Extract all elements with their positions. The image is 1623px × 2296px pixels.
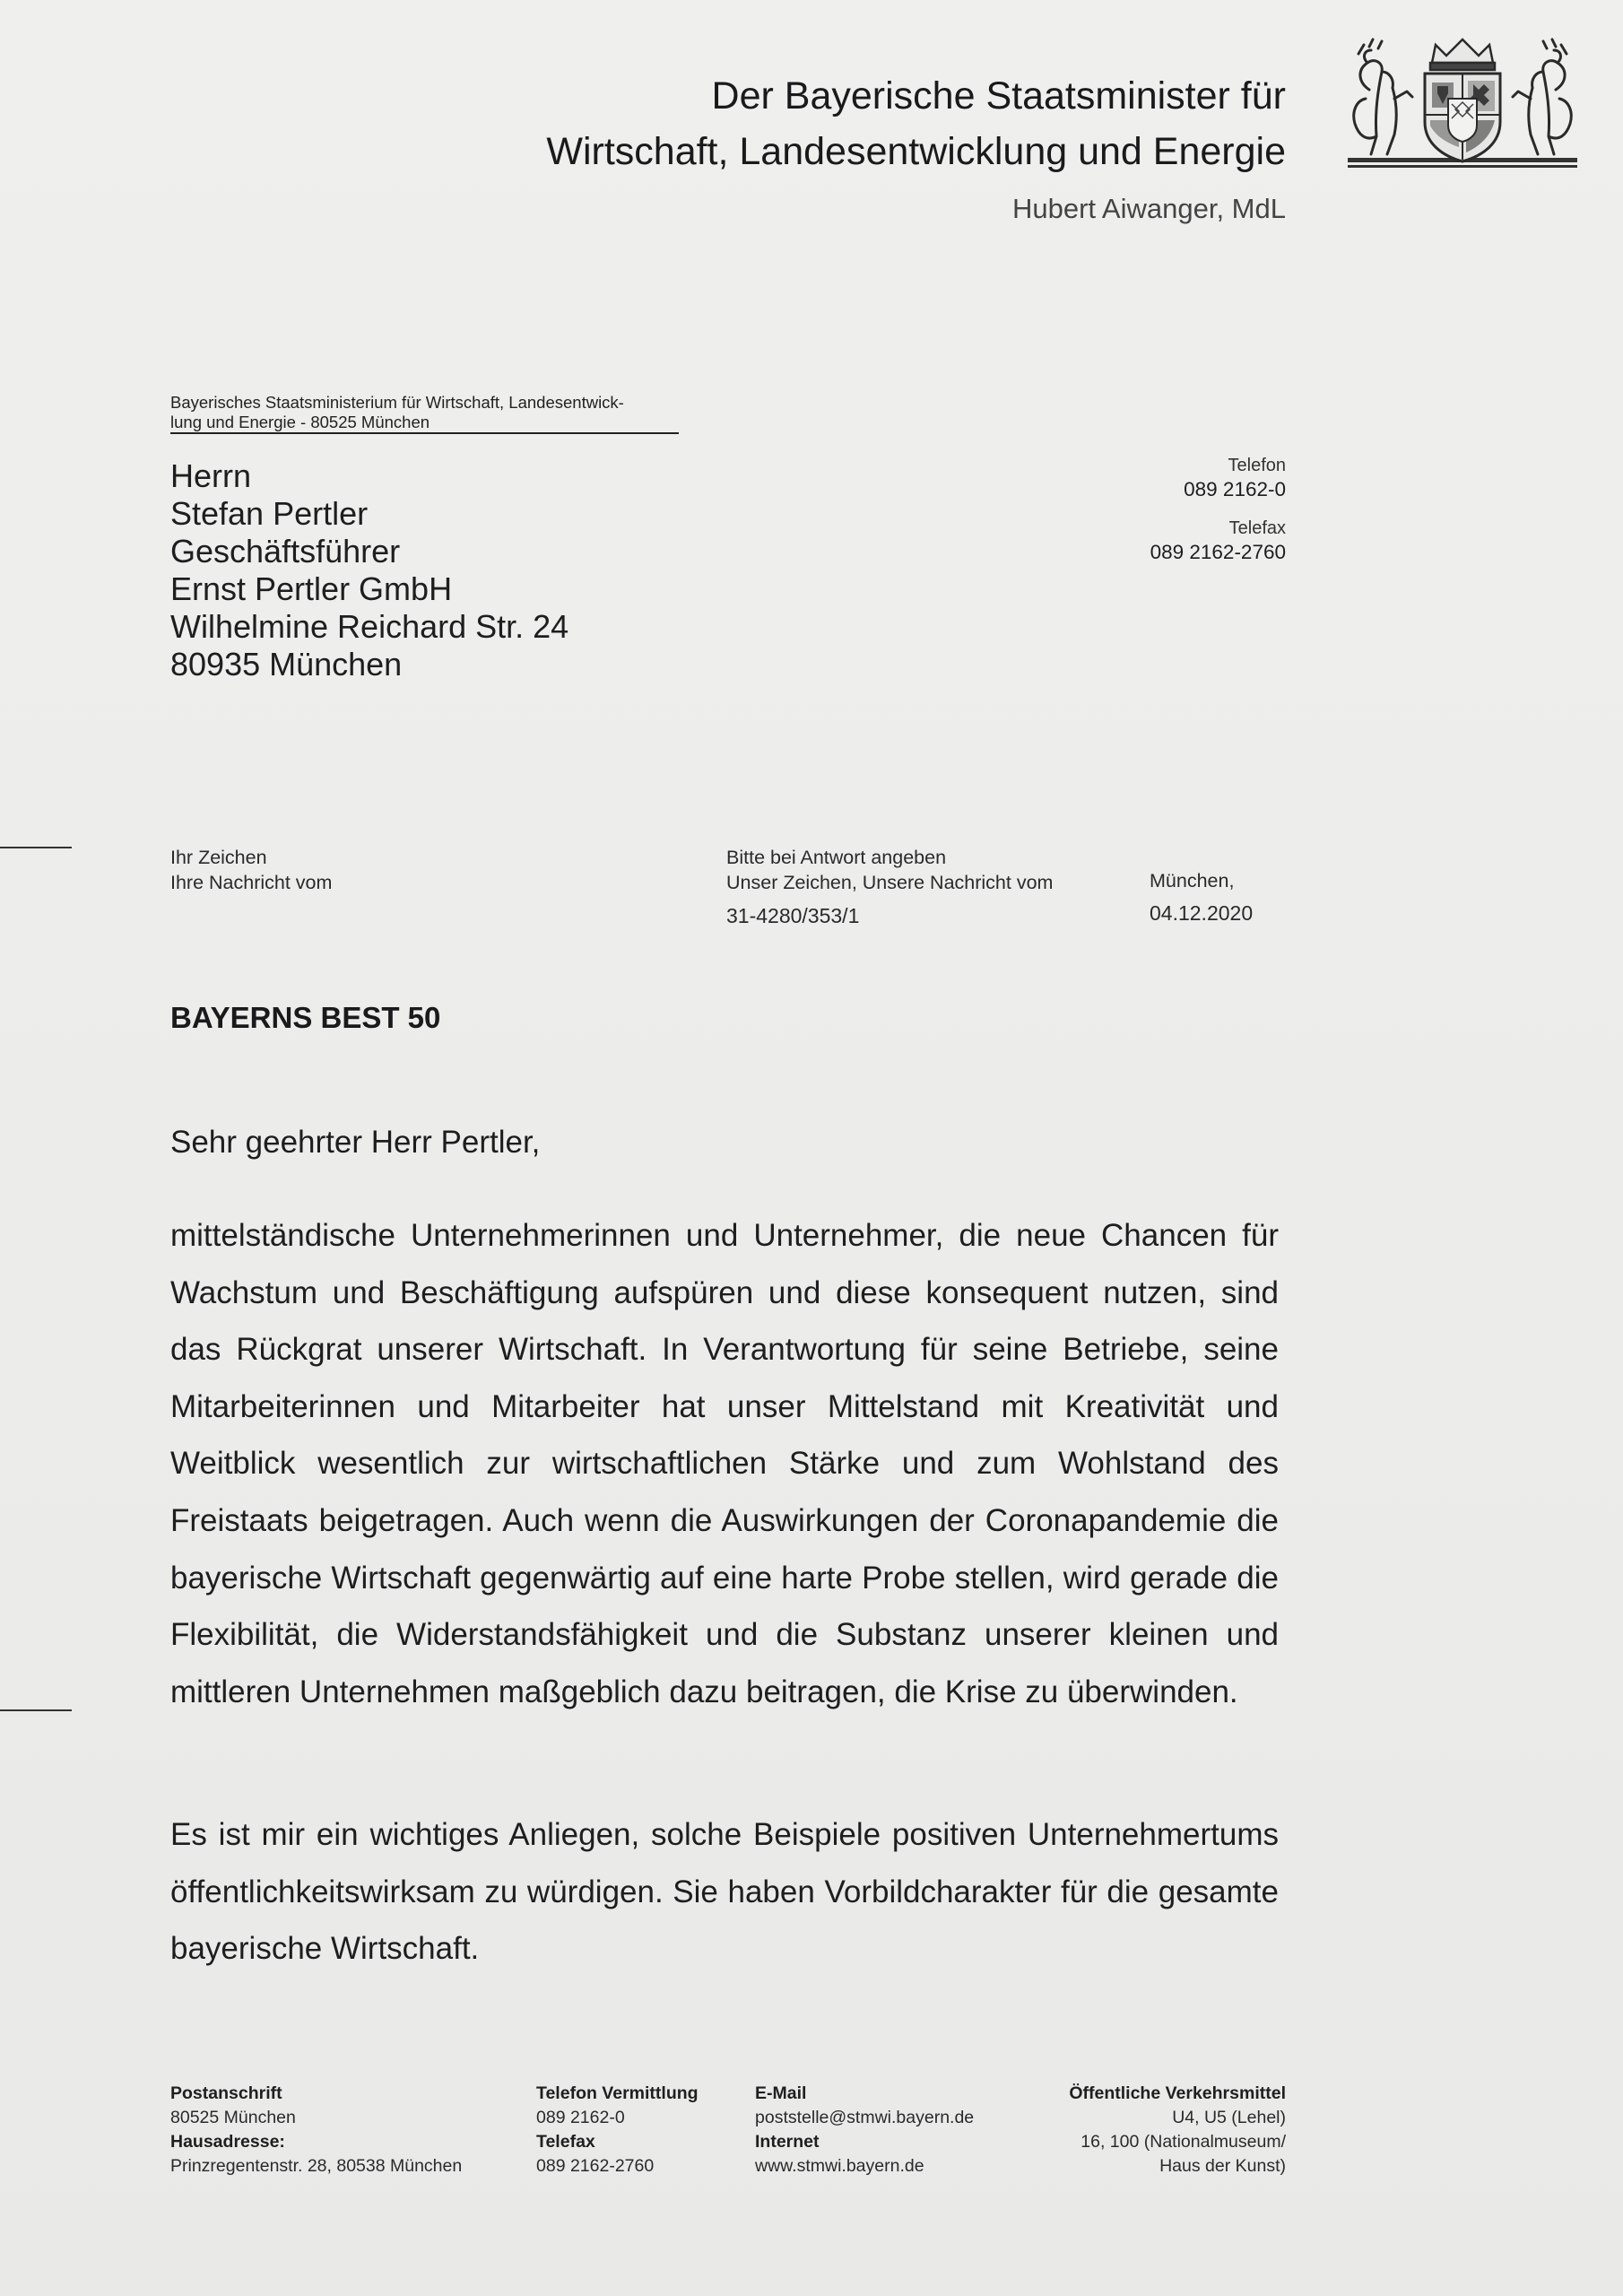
our-reference-value: 31-4280/353/1 xyxy=(726,904,860,927)
footer-internet-link[interactable]: www.stmwi.bayern.de xyxy=(755,2156,924,2176)
bavarian-coat-of-arms-icon xyxy=(1342,36,1583,175)
return-address-rule xyxy=(170,432,679,434)
footer-phone-column xyxy=(536,2082,699,2179)
letterhead-title-line1: Der Bayerische Staatsminister für xyxy=(711,74,1286,117)
your-reference-label: Ihr Zeichen xyxy=(170,847,267,868)
our-reference-label: Unser Zeichen, Unsere Nachricht vom xyxy=(726,872,1054,893)
footer-postal-label: Postanschrift xyxy=(170,2083,282,2103)
return-address-line2: lung und Energie - 80525 München xyxy=(170,413,430,431)
footer-internet-label: Internet xyxy=(755,2132,820,2152)
recipient-address xyxy=(170,457,568,683)
minister-name: Hubert Aiwanger, MdL xyxy=(1011,193,1286,224)
letter-salutation: Sehr geehrter Herr Pertler, xyxy=(170,1125,541,1160)
recipient-line: Stefan Pertler xyxy=(170,495,369,532)
fold-mark xyxy=(0,1709,72,1711)
recipient-line: Ernst Pertler GmbH xyxy=(170,570,453,607)
footer-phone-value: 089 2162-0 xyxy=(536,2108,625,2127)
return-address-line1: Bayerisches Staatsministerium für Wirtschaft, Landesentwick- xyxy=(170,393,624,412)
letter-subject: BAYERNS BEST 50 xyxy=(170,1001,441,1034)
footer-house-value: Prinzregentenstr. 28, 80538 München xyxy=(170,2156,463,2176)
letter-paragraph: mittelständische Unternehmerinnen und Unternehmer, die neue Chancen für Wachstum und Beschäftigung aufspüren und diese konsequent nutzen, sind das Rückgrat unserer Wirtschaft. In Verantwortung für seine Betriebe, seine Mitarbeiterinnen und Mitarbeiter hat unser Mittelstand mit Kreativität und Weitblick wesentlich zur wirtschaftlichen Stärke und zum Wohlstand des Freistaats beigetragen. Auch wenn die Auswirkungen der Coronapandemie die bayerische Wirtschaft gegenwärtig auf eine harte Probe stellen, wird gerade die Flexibilität, die Widerstandsfähigkeit und die Substanz unserer kleinen und mittleren Unternehmen maßgeblich dazu beitragen, die Krise zu überwinden. xyxy=(170,1218,1279,1709)
footer-transit-line: U4, U5 (Lehel) xyxy=(1172,2108,1286,2127)
footer-house-label: Hausadresse: xyxy=(170,2132,285,2152)
recipient-line: 80935 München xyxy=(170,646,403,683)
letter-date: 04.12.2020 xyxy=(1150,901,1254,925)
footer-email-link[interactable]: poststelle@stmwi.bayern.de xyxy=(755,2108,975,2127)
footer-transit-label: Öffentliche Verkehrsmittel xyxy=(1069,2083,1286,2103)
footer-transit-line: 16, 100 (Nationalmuseum/ xyxy=(1081,2132,1286,2152)
recipient-line: Wilhelmine Reichard Str. 24 xyxy=(170,608,569,645)
fold-mark xyxy=(0,847,72,848)
footer-postal-column xyxy=(170,2082,462,2179)
footer-fax-value: 089 2162-2760 xyxy=(536,2156,655,2176)
fax-label: Telefax xyxy=(1228,518,1286,538)
your-message-label: Ihre Nachricht vom xyxy=(170,872,333,893)
footer-phone-label: Telefon Vermittlung xyxy=(536,2083,699,2103)
letter-paragraph: Es ist mir ein wichtiges Anliegen, solche Beispiele positiven Unternehmertums öffentlichkeitswirksam zu würdigen. Sie haben Vorbildcharakter für die gesamte bayerische Wirtschaft. xyxy=(170,1817,1279,1967)
footer-transit-line: Haus der Kunst) xyxy=(1159,2156,1286,2176)
recipient-line: Geschäftsführer xyxy=(170,533,401,570)
fax-value: 089 2162-2760 xyxy=(1150,541,1286,563)
footer-transit-column xyxy=(1069,2082,1286,2179)
letter-place: München, xyxy=(1150,870,1235,891)
recipient-line: Herrn xyxy=(170,457,252,494)
footer-web-column xyxy=(755,2082,974,2179)
footer-postal-value: 80525 München xyxy=(170,2108,296,2127)
footer-email-label: E-Mail xyxy=(755,2083,807,2103)
letterhead-title-line2: Wirtschaft, Landesentwicklung und Energie xyxy=(546,130,1286,173)
reply-note: Bitte bei Antwort angeben xyxy=(726,847,947,868)
phone-value: 089 2162-0 xyxy=(1184,478,1286,500)
phone-label: Telefon xyxy=(1228,456,1286,475)
footer-fax-label: Telefax xyxy=(536,2132,595,2152)
